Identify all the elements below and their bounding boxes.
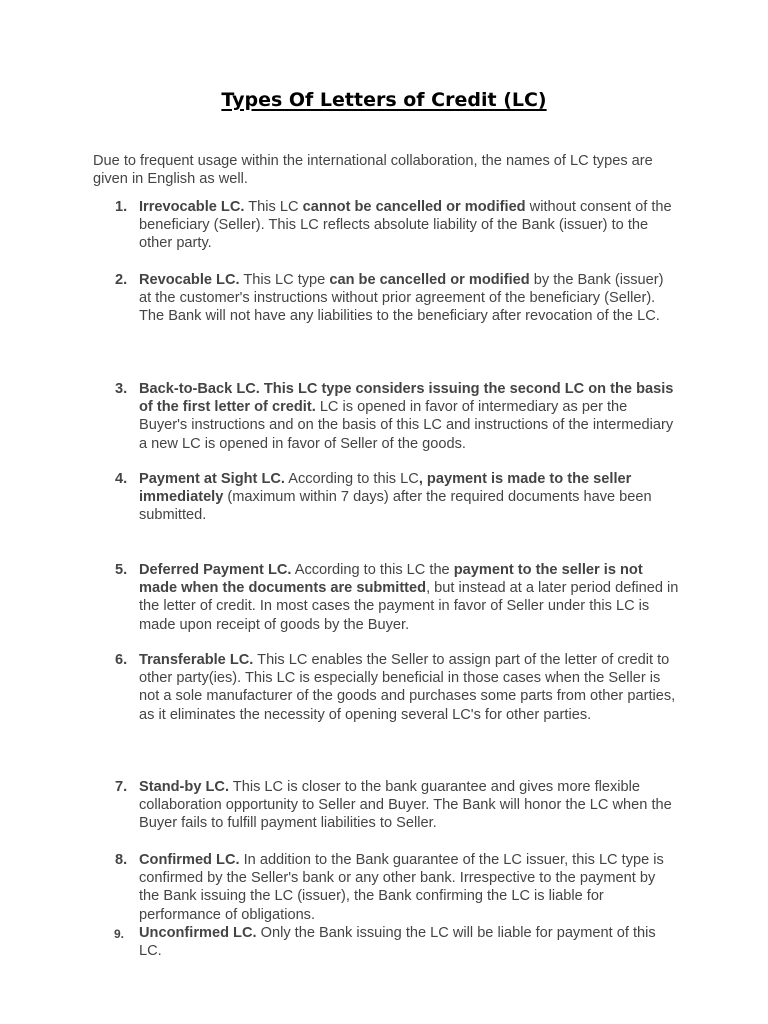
- item-number: 9.: [114, 927, 125, 941]
- item-number: 8.: [115, 852, 128, 868]
- document-title: Types Of Letters of Credit (LC): [221, 89, 547, 111]
- item-text: Transferable LC. This LC enables the Seller to assign part of the letter of credit to other party(ies). This LC is especially beneficial in those cases when the Seller is not a sole manufacturer of the goods and purchases some parts from other parties, as it eliminates the necessity of opening several LC's for other parties.: [139, 652, 676, 723]
- item-lead: Back-to-Back LC. This LC type considers issuing the second LC on the basis of the first letter of credit.: [139, 381, 674, 416]
- item-lead: Deferred Payment LC.: [139, 562, 292, 578]
- item-number: 1.: [115, 199, 128, 215]
- item-text: Payment at Sight LC. According to this LC, payment is made to the seller immediately (maximum within 7 days) after the required documents have been submitted.: [139, 471, 652, 524]
- item-number: 4.: [115, 471, 128, 487]
- item-text: Unconfirmed LC. Only the Bank issuing the LC will be liable for payment of this LC.: [139, 925, 656, 960]
- item-lead: Stand-by LC.: [139, 779, 229, 795]
- item-lead: Confirmed LC.: [139, 852, 240, 868]
- item-lead: Irrevocable LC.: [139, 199, 245, 215]
- item-lead: Transferable LC.: [139, 652, 254, 668]
- item-number: 5.: [115, 562, 128, 578]
- item-text: Irrevocable LC. This LC cannot be cancelled or modified without consent of the beneficiary (Seller). This LC reflects absolute liability of the Bank (issuer) to the other party.: [139, 199, 672, 252]
- item-text: Stand-by LC. This LC is closer to the bank guarantee and gives more flexible collaboration opportunity to Seller and Buyer. The Bank will honor the LC when the Buyer fails to fulfill payment liabilities to Seller.: [139, 779, 672, 832]
- item-lead: Revocable LC.: [139, 272, 240, 288]
- item-text: Deferred Payment LC. According to this LC the payment to the seller is not made when the documents are submitted, but instead at a later period defined in the letter of credit. In most cases the payment in favor of Seller under this LC is made upon receipt of goods by the Buyer.: [139, 562, 679, 633]
- item-text: Confirmed LC. In addition to the Bank guarantee of the LC issuer, this LC type is confirmed by the Seller's bank or any other bank. Irrespective to the payment by the Bank issuing the LC (issuer), the Bank confirming the LC is liable for performance of obligations.: [139, 852, 664, 923]
- item-lead: Unconfirmed LC.: [139, 925, 257, 941]
- intro-paragraph: Due to frequent usage within the international collaboration, the names of LC types are given in English as well.: [93, 153, 653, 188]
- item-number: 2.: [115, 272, 128, 288]
- item-text: Revocable LC. This LC type can be cancelled or modified by the Bank (issuer) at the customer's instructions without prior agreement of the beneficiary (Seller). The Bank will not have any liabilities to the beneficiary after revocation of the LC.: [139, 272, 664, 325]
- item-lead: Payment at Sight LC.: [139, 471, 285, 487]
- item-number: 6.: [115, 652, 128, 668]
- item-number: 3.: [115, 381, 128, 397]
- item-number: 7.: [115, 779, 128, 795]
- item-text: Back-to-Back LC. This LC type considers issuing the second LC on the basis of the first letter of credit. LC is opened in favor of intermediary as per the Buyer's instructions and on the basis of this LC and instructions of the intermediary a new LC is opened in favor of Seller of the goods.: [139, 381, 674, 452]
